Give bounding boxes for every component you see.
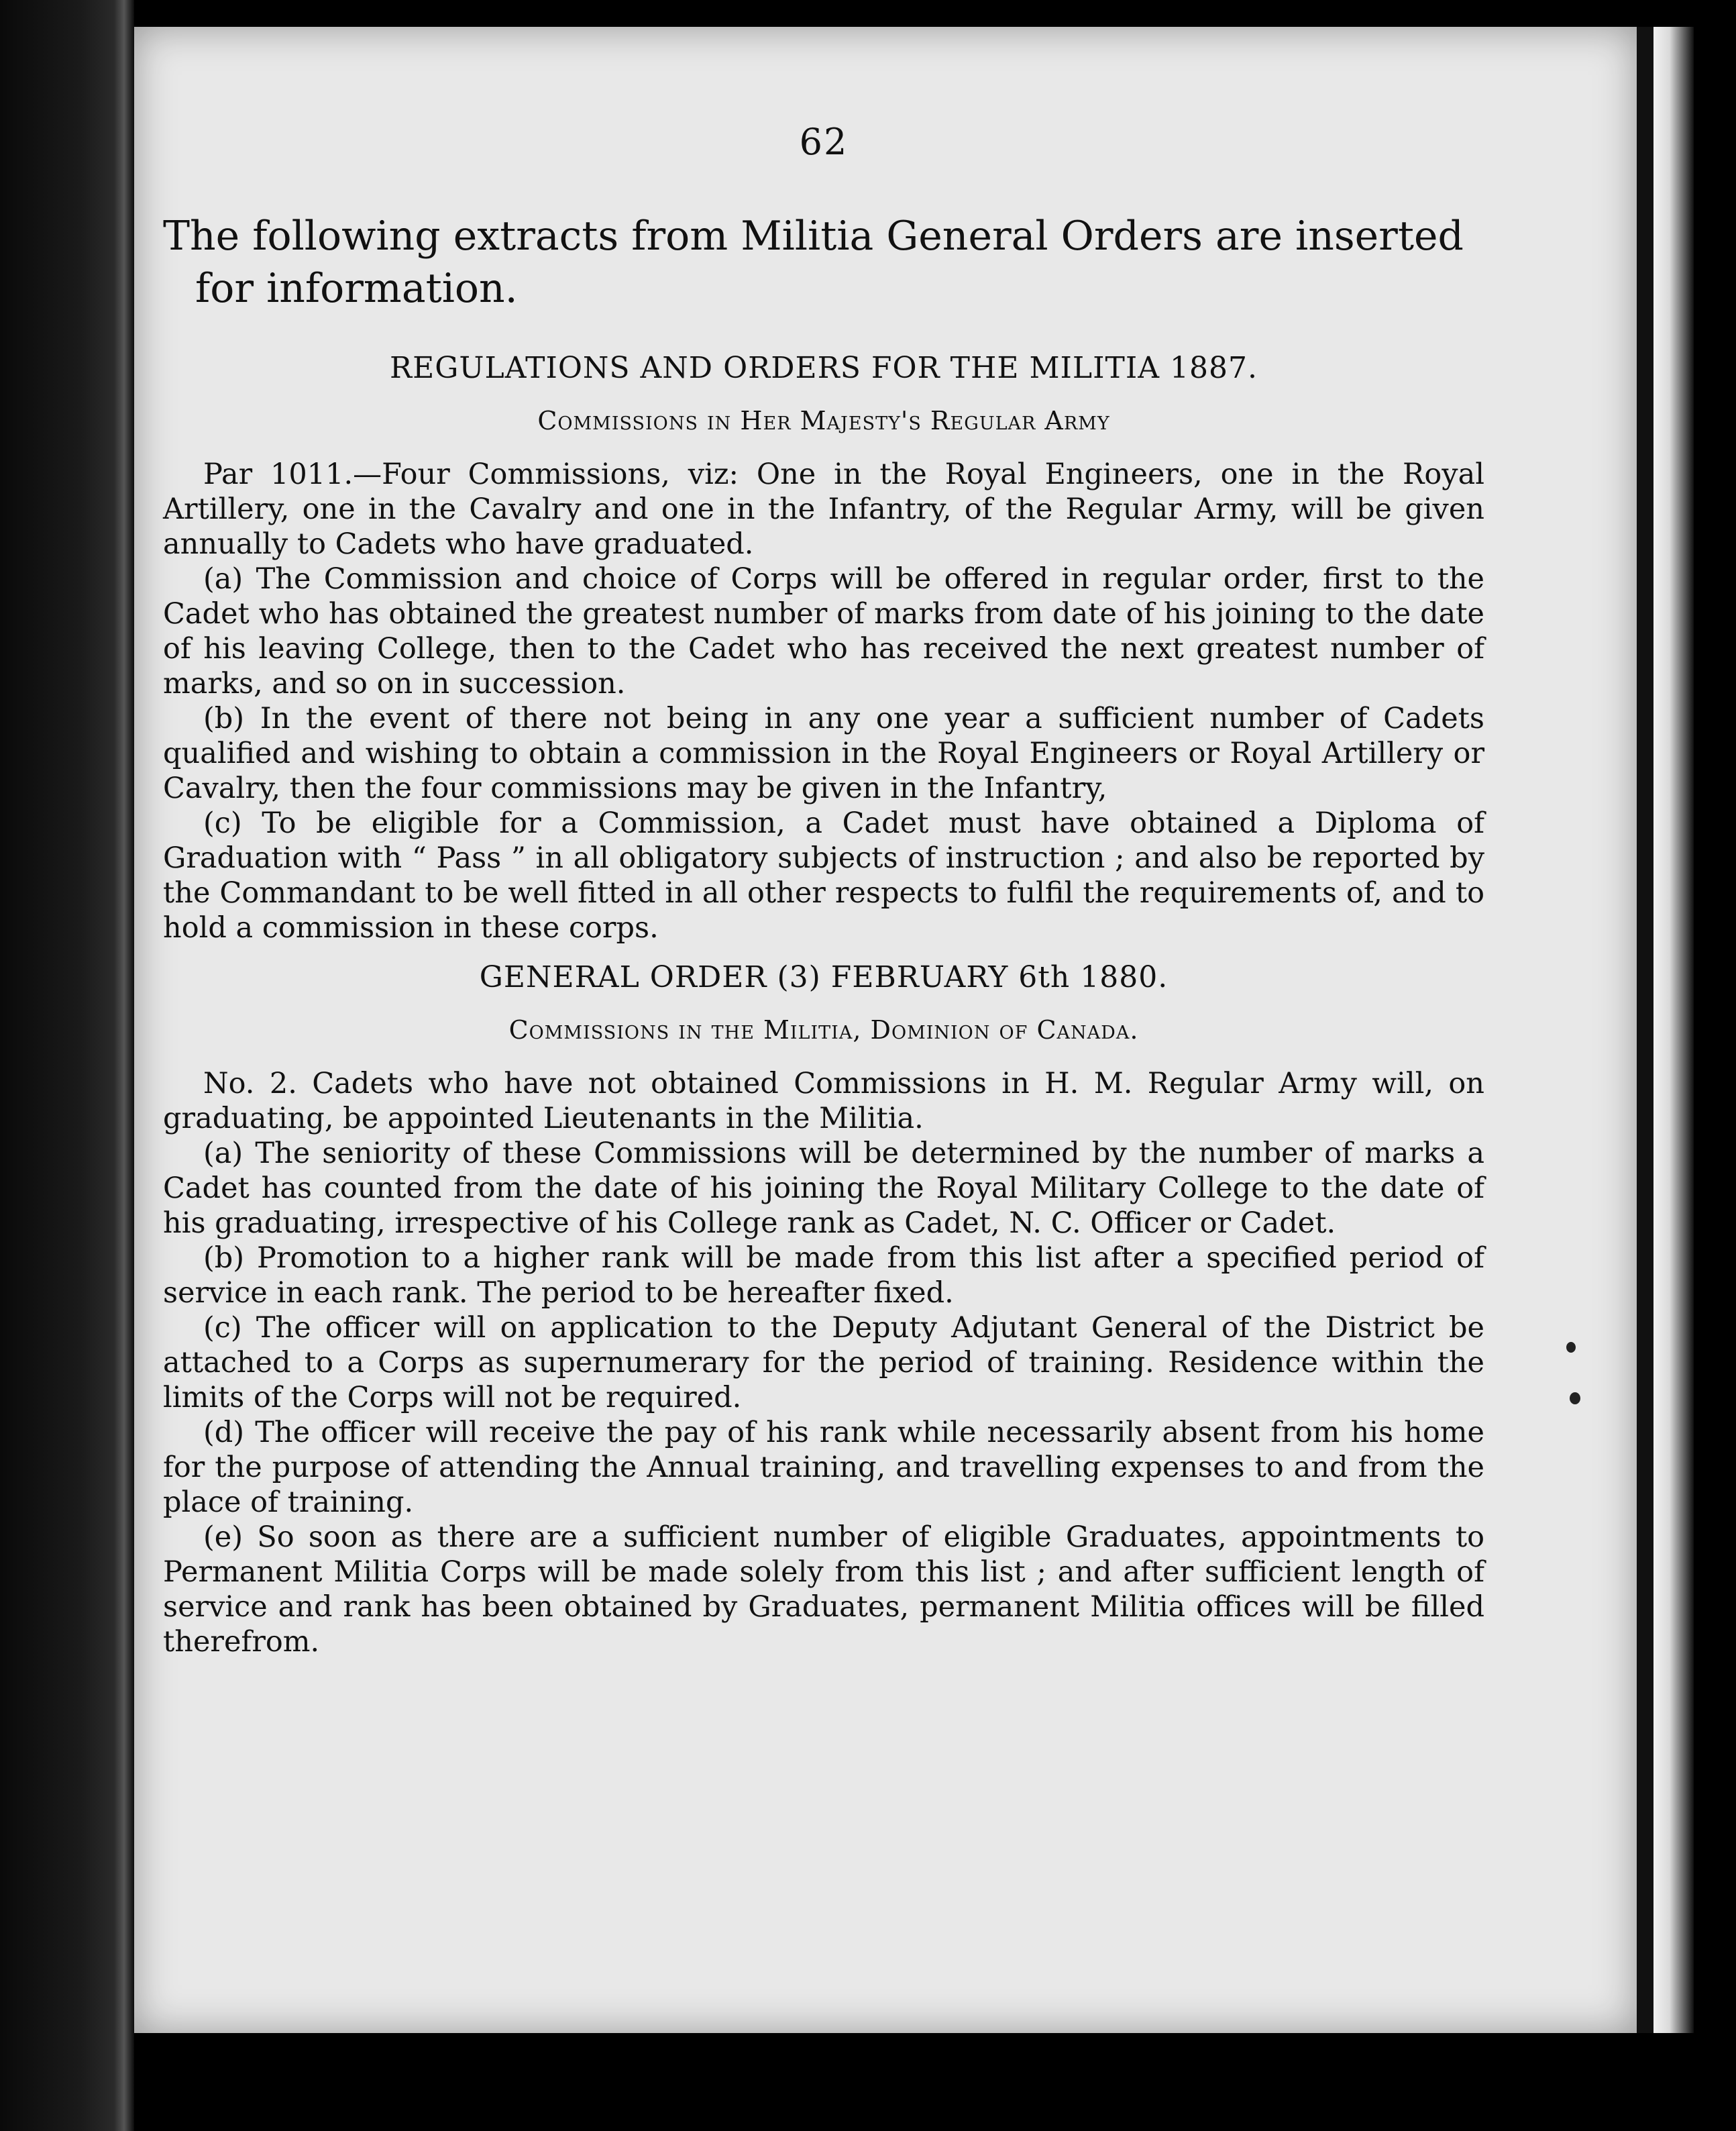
section-heading: GENERAL ORDER (3) FEBRUARY 6th 1880.	[479, 960, 1169, 994]
paragraph-no-2: No. 2. Cadets who have not obtained Commissions in H. M. Regular Army will, on graduating, be appointed Lieutenants in the Militia.	[163, 1067, 1484, 1135]
section-subheading: Commissions in the Militia, Dominion of Canada.	[508, 1015, 1139, 1045]
paragraph-c: (c) The officer will on application to the Deputy Adjutant General of the District be attached to a Corps as supernumerary for the period of training. Residence within the limits of the Corps will not be required.	[163, 1311, 1484, 1414]
paragraph-b: (b) In the event of there not being in any one year a sufficient number of Cadets qualified and wishing to obtain a commission in the Royal Engineers or Royal Artillery or Cavalry, then the four commissions may be given in the Infantry,	[163, 702, 1484, 805]
page-number: 62	[799, 121, 849, 163]
paragraph-e: (e) So soon as there are a sufficient number of eligible Graduates, appointments to Permanent Militia Corps will be made solely from this list ; and after sufficient length of service and rank has been obtained by Graduates, permanent Militia offices will be filled therefrom.	[163, 1520, 1484, 1659]
section-subheading: Commissions in Her Majesty's Regular Army	[537, 406, 1110, 435]
paragraph-a: (a) The seniority of these Commissions will be determined by the number of marks a Cadet has counted from the date of his joining the Royal Military College to the date of his graduating, irrespective of his College rank as Cadet, N. C. Officer or Cadet.	[163, 1137, 1484, 1240]
scan-border-left	[0, 0, 134, 2131]
page-content	[163, 121, 1484, 1659]
paragraph-c: (c) To be eligible for a Commission, a Cadet must have obtained a Diploma of Graduation with “ Pass ” in all obligatory subjects of instruction ; and also be reported by the Commandant to be well fitted in all other respects to fulfil the requirements of, and to hold a commission in these corps.	[163, 807, 1484, 945]
paragraph-par-1011: Par 1011.—Four Commissions, viz: One in the Royal Engineers, one in the Royal Artillery, one in the Cavalry and one in the Infantry, of the Regular Army, will be given annually to Cadets who have graduated.	[163, 458, 1484, 561]
paragraph-d: (d) The officer will receive the pay of his rank while necessarily absent from his home for the purpose of attending the Annual training, and travelling expenses to and from the place of training.	[163, 1416, 1484, 1519]
scan-speck	[1566, 1342, 1576, 1353]
section-general-order	[163, 957, 1484, 1659]
intro-text: The following extracts from Militia General Orders are inserted for information.	[163, 213, 1464, 312]
paragraph-b: (b) Promotion to a higher rank will be made from this list after a specified period of service in each rank. The period to be hereafter fixed.	[163, 1241, 1484, 1310]
section-heading: REGULATIONS AND ORDERS FOR THE MILITIA 1887.	[390, 351, 1258, 385]
paragraph-a: (a) The Commission and choice of Corps will be offered in regular order, first to the Cadet who has obtained the greatest number of marks from date of his joining to the date of his leaving College, then to the Cadet who has received the next greatest number of marks, and so on in succession.	[163, 562, 1484, 700]
scan-border-right	[1653, 27, 1694, 2033]
section-regulations	[163, 348, 1484, 945]
page-edge-right	[1637, 27, 1653, 2033]
scan-speck	[1570, 1392, 1580, 1404]
